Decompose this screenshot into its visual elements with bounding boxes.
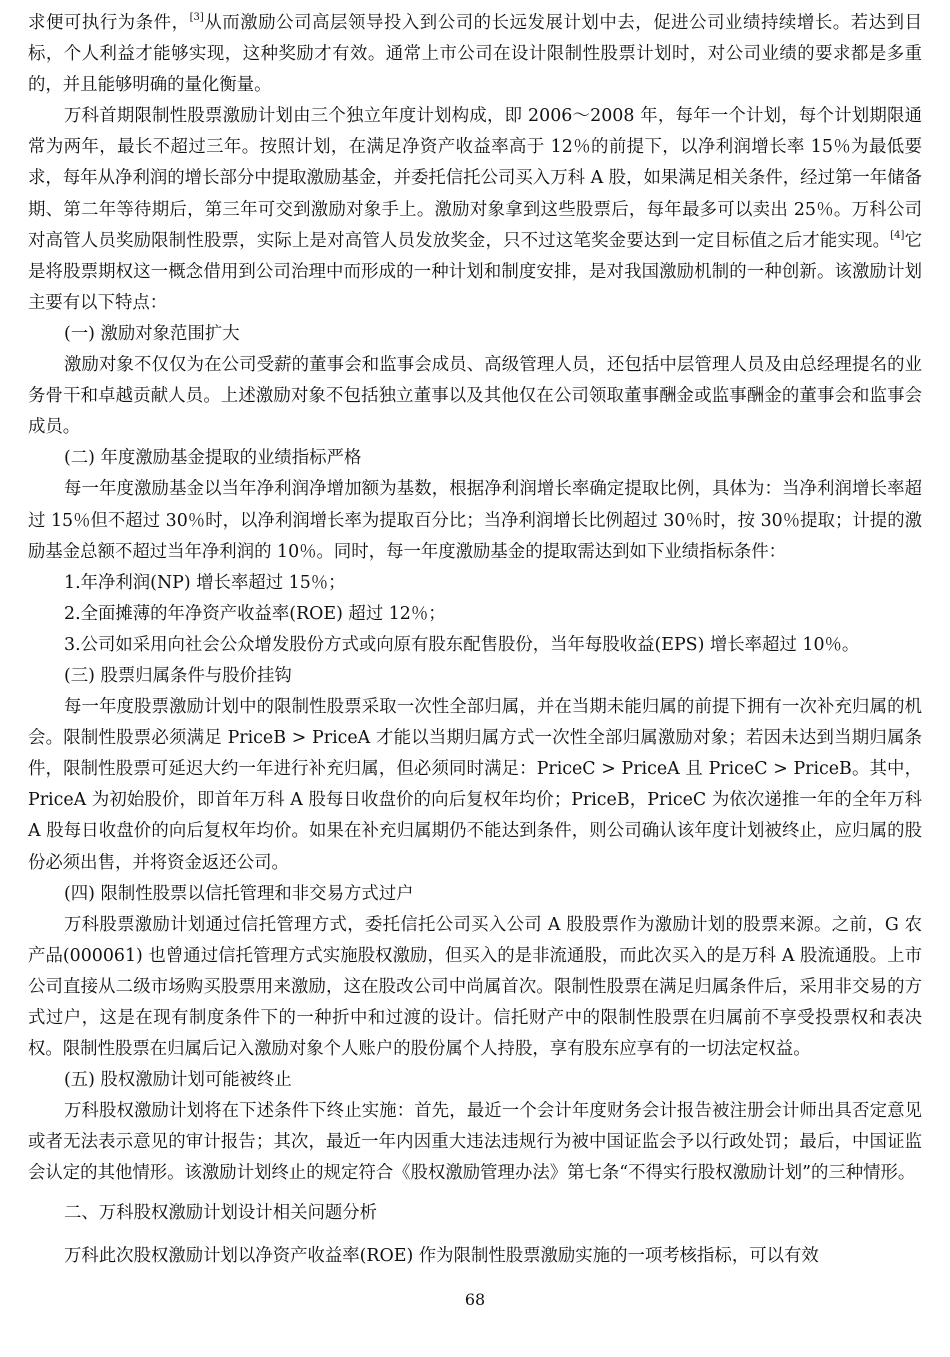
paragraph: 万科股票激励计划通过信托管理方式，委托信托公司买入公司 A 股股票作为激励计划的股票来源。之前，G 农产品(000061) 也曾通过信托管理方式实施股权激励，但买入的是非流通股，而此次买入的是万科 A 股流通股。上市公司直接从二级市场购买股票用来激励，这在股改公司中尚属首次。限制性股票在满足归属条件后，采用非交易的方式过户，这是在现有制度条件下的一种折中和过渡的设计。信托财产中的限制性股票在归属前不享受投票权和表决权。限制性股票在归属后记入激励对象个人账户的股份属个人持股，享有股东应享有的一切法定权益。 bbox=[28, 914, 922, 1060]
list-item: 3.公司如采用向社会公众增发股份方式或向原有股东配售股份，当年每股收益(EPS) 增长率超过 10％。 bbox=[64, 634, 860, 655]
paragraph: 万科此次股权激励计划以净资产收益率(ROE) 作为限制性股票激励实施的一项考核指标，可以有效 bbox=[64, 1245, 819, 1266]
paragraph: 激励对象不仅仅为在公司受薪的董事会和监事会成员、高级管理人员，还包括中层管理人员及由总经理提名的业务骨干和卓越贡献人员。上述激励对象不包括独立董事以及其他仅在公司领取董事酬金或监事酬金的董事会和监事会成员。 bbox=[28, 355, 922, 438]
section-heading: 二、万科股权激励计划设计相关问题分析 bbox=[64, 1202, 378, 1223]
paragraph: 万科股权激励计划将在下述条件下终止实施：首先，最近一个会计年度财务会计报告被注册会计师出具否定意见或者无法表示意见的审计报告；其次，最近一年内因重大违法违规行为被中国证监会予以行政处罚；最后，中国证监会认定的其他情形。该激励计划终止的规定符合《股权激励管理办法》第七条“不得实行股权激励计划”的三种情形。 bbox=[28, 1101, 922, 1184]
citation: [3] bbox=[189, 12, 204, 23]
subheading-4: (四) 限制性股票以信托管理和非交易方式过户 bbox=[64, 883, 414, 904]
list-item: 1.年净利润(NP) 增长率超过 15％； bbox=[64, 572, 346, 593]
subheading-2: (二) 年度激励基金提取的业绩指标严格 bbox=[64, 448, 362, 469]
page-number: 68 bbox=[464, 1290, 486, 1309]
list-item: 2.全面摊薄的年净资产收益率(ROE) 超过 12％； bbox=[64, 603, 446, 624]
subheading-5: (五) 股权激励计划可能被终止 bbox=[64, 1070, 292, 1091]
citation: [4] bbox=[890, 229, 905, 241]
page-body bbox=[28, 8, 922, 1272]
subheading-3: (三) 股票归属条件与股价挂钩 bbox=[64, 665, 292, 686]
subheading-1: (一) 激励对象范围扩大 bbox=[64, 323, 240, 344]
paragraph: 每一年度股票激励计划中的限制性股票采取一次性全部归属，并在当期未能归属的前提下拥有一次补充归属的机会。限制性股票必须满足 PriceB > PriceA 才能以当期归属方式一次性全部归属激励对象；若因未达到当期归属条件，限制性股票可延迟大约一年进行补充归属，但必须同时满足：PriceC > PriceA 且 PriceC > PriceB。其中，PriceA 为初始股价，即首年万科 A 股每日收盘价的向后复权年均价；PriceB，PriceC 为依次递推一年的全年万科 A 股每日收盘价的向后复权年均价。如果在补充归属期仍不能达到条件，则公司确认该年度计划被终止，应归属的股份必须出售，并将资金返还公司。 bbox=[28, 697, 922, 873]
paragraph-vanke-plan: 万科首期限制性股票激励计划由三个独立年度计划构成，即 2006～2008 年，每年一个计划，每个计划期限通常为两年，最长不超过三年。按照计划，在满足净资产收益率高于 12％的前提下，以净利润增长率 15％为最低要求，每年从净利润的增长部分中提取激励基金，并委托信托公司买入万科 A 股，如果满足相关条件，经过第一年储备期、第二年等待期后，第三年可交到激励对象手上。激励对象拿到这些股票后，每年最多可以卖出 25％。万科公司对高管人员奖励限制性股票，实际上是对高管人员发放奖金，只不过这笔奖金要达到一定目标值之后才能实现。[4]它是将股票期权这一概念借用到公司治理中而形成的一种计划和制度安排，是对我国激励机制的一种创新。该激励计划主要有以下特点： bbox=[28, 106, 922, 313]
paragraph-continued: 求便可执行为条件，[3]从而激励公司高层领导投入到公司的长远发展计划中去，促进公司业绩持续增长。若达到目标，个人利益才能够实现，这种奖励才有效。通常上市公司在设计限制性股票计划时，对公司业绩的要求都是多重的，并且能够明确的量化衡量。 bbox=[28, 12, 922, 96]
paragraph: 每一年度激励基金以当年净利润净增加额为基数，根据净利润增长率确定提取比例，具体为：当净利润增长率超过 15％但不超过 30％时，以净利润增长率为提取百分比；当净利润增长比例超过 30％时，按 30％提取；计提的激励基金总额不超过当年净利润的 10％。同时，每一年度激励基金的提取需达到如下业绩指标条件： bbox=[28, 479, 922, 562]
